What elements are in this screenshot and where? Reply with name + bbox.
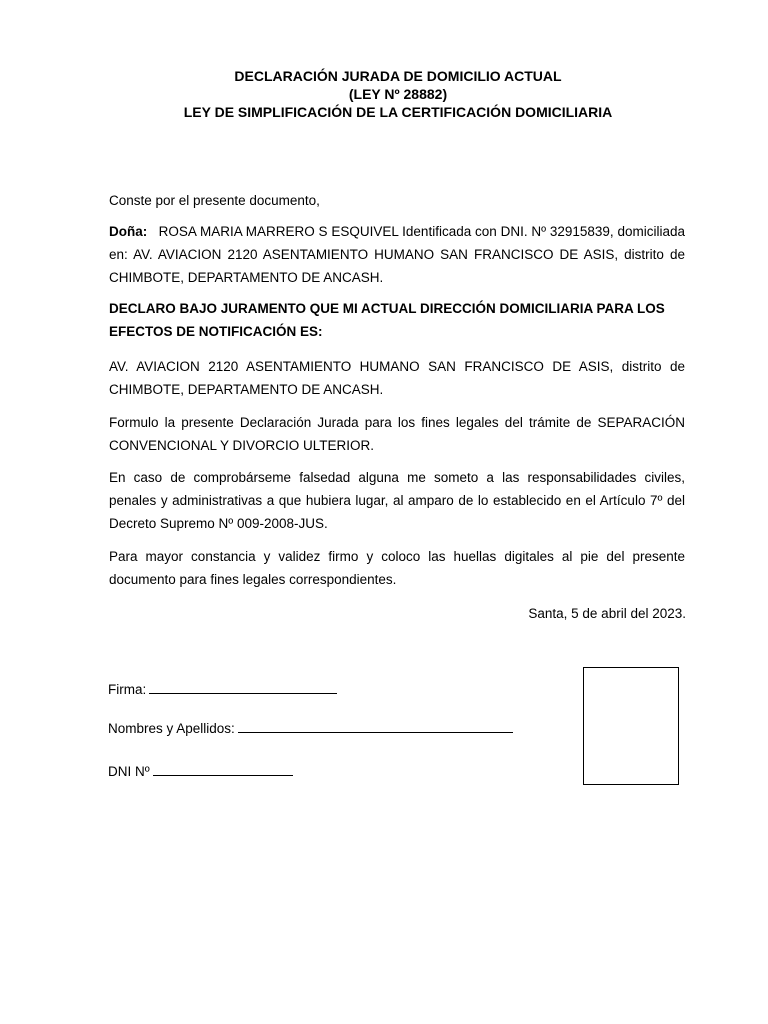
- dni-line: [153, 761, 293, 776]
- purpose-paragraph: Formulo la presente Declaración Jurada para los fines legales del trámite de SEPARACIÓN CONVENCIONAL Y DIVORCIO ULTERIOR.: [109, 415, 685, 453]
- signature-field: [108, 679, 337, 700]
- names-line: [238, 718, 513, 733]
- declarant-paragraph: [109, 220, 685, 289]
- law-name: LEY DE SIMPLIFICACIÓN DE LA CERTIFICACIÓN DOMICILIARIA: [183, 104, 613, 120]
- closing-paragraph: Para mayor constancia y validez firmo y coloco las huellas digitales al pie del presente documento para fines legales correspondientes.: [109, 549, 685, 587]
- law-number: (LEY Nº 28882): [348, 86, 448, 102]
- declaration-heading: DECLARO BAJO JURAMENTO QUE MI ACTUAL DIRECCIÓN DOMICILIARIA PARA LOS EFECTOS DE NOTIFICACIÓN ES:: [109, 301, 665, 339]
- address-paragraph: AV. AVIACION 2120 ASENTAMIENTO HUMANO SAN FRANCISCO DE ASIS, distrito de CHIMBOTE, DEPARTAMENTO DE ANCASH.: [109, 359, 685, 397]
- intro-paragraph: Conste por el presente documento,: [109, 193, 320, 208]
- names-field: [108, 718, 513, 739]
- declarant-label: Doña:: [109, 224, 148, 239]
- document-title: DECLARACIÓN JURADA DE DOMICILIO ACTUAL: [234, 68, 562, 84]
- signature-label: Firma:: [108, 682, 147, 697]
- signature-line: [149, 679, 337, 694]
- names-label: Nombres y Apellidos:: [108, 721, 235, 736]
- fingerprint-box: [583, 667, 679, 785]
- document-heading: [0, 67, 768, 121]
- declarant-text: ROSA MARIA MARRERO S ESQUIVEL Identificada con DNI. Nº 32915839, domiciliada en: AV. AVIACION 2120 ASENTAMIENTO HUMANO SAN FRANCISCO DE ASIS, distrito de CHIMBOTE, DEPARTAMENTO DE ANCASH.: [109, 224, 685, 285]
- dni-label: DNI Nº: [108, 764, 150, 779]
- liability-paragraph: En caso de comprobárseme falsedad alguna me someto a las responsabilidades civiles, penales y administrativas a que hubiera lugar, al amparo de lo establecido en el Artículo 7º del Decreto Supremo Nº 009-2008-JUS.: [109, 470, 685, 531]
- dni-field: [108, 761, 293, 782]
- date-line: Santa, 5 de abril del 2023.: [528, 606, 686, 621]
